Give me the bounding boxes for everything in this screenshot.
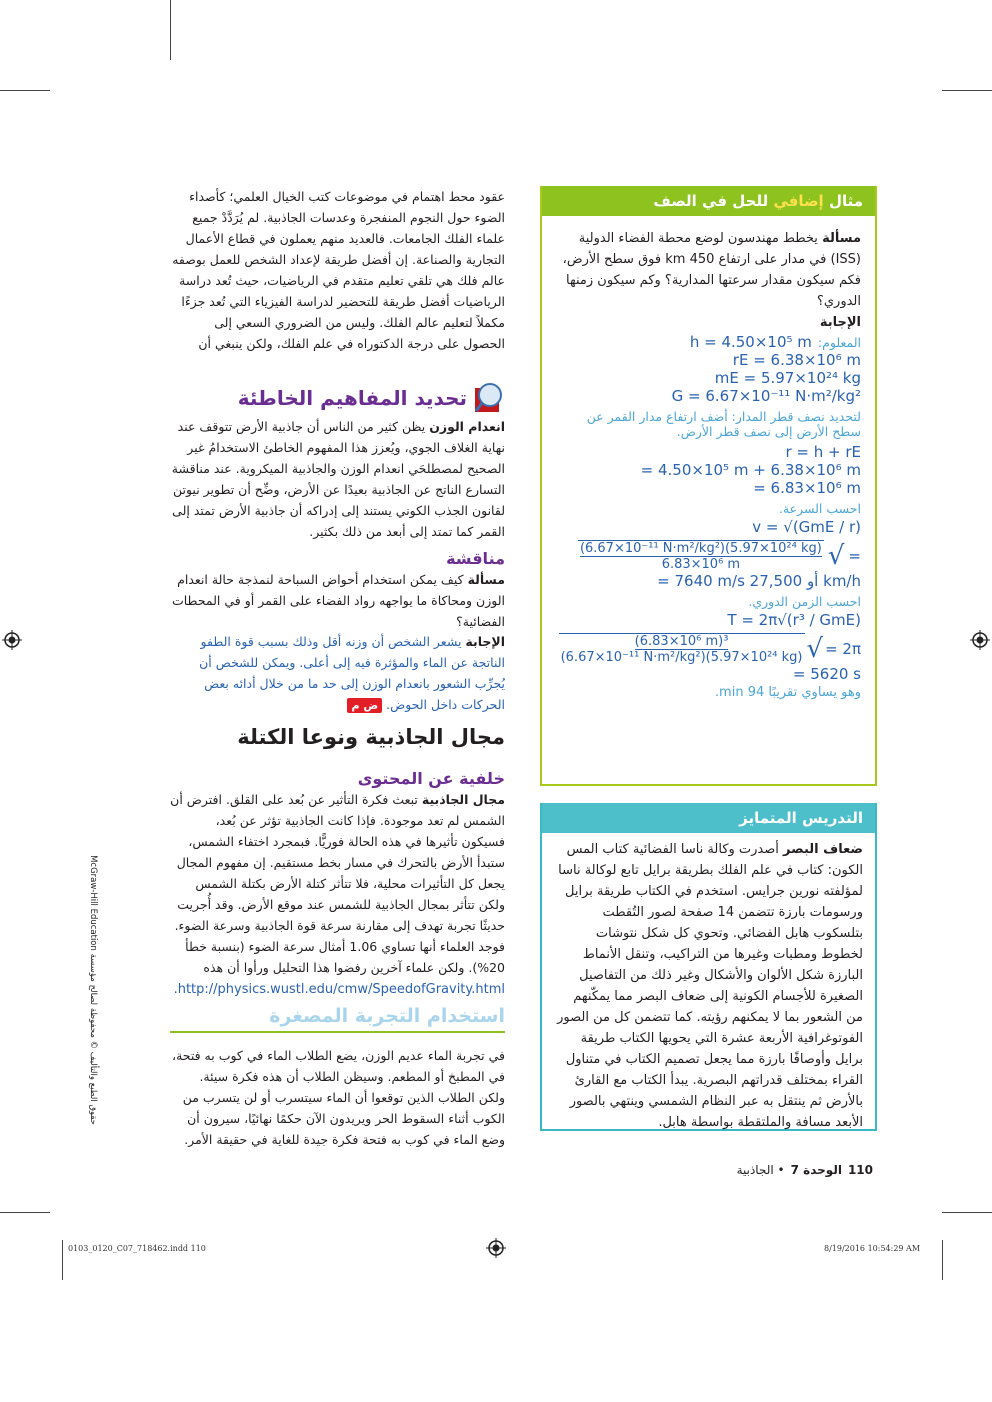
page-footer <box>600 1163 873 1177</box>
differentiated-header: التدريس المتمايز <box>542 803 875 833</box>
differentiated-box <box>540 803 877 1131</box>
example-header-b: إضافي <box>773 192 824 210</box>
experiment-paragraph: في تجربة الماء عديم الوزن، يضع الطلاب الماء في كوب به فتحة، في المطبخ أو المطعم. وسيظن الطلاب أن هذه فكرة سيئة. ولكن الطلاب الذين توقعوا أن الماء سيتسرب أو لن يتسرب من الكوب أثناء السقوط الحر ويريدون الآن حكمًا نهائيًا، سيرون أن وضع الماء في كوب به فتحة فكرة جيدة للغاية في حقيقة الأمر. <box>172 1048 505 1147</box>
differentiated-paragraph <box>542 833 875 1133</box>
eq-t2: $\frac{\text{(6.83×10⁶ m)³}}{\text{(6.67×10⁻¹¹ N·m²/kg²)(5.97×10²⁴ kg)}}$ √ = 2π <box>560 634 861 665</box>
weightless-text: يظن كثير من الناس أن جاذبية الأرض تتوقف عند نهاية الغلاف الجوي، ويُعزز هذا المفهوم الخاطئ الاستخدامُ غير الصحيح لمصطلحَي انعدام الوزن والجاذبية الميكروية. عند مناقشة التسارع الناتج عن الجاذبية بعيدًا عن الأرض، وضِّح أن تطوير نيوتن لقانون الجذب الكوني يستند إلى إدراكه أن جاذبية الأرض تمتد إلى القمر كما تمتد إلى أبعد من ذلك بكثير. <box>171 419 505 539</box>
registration-mark-icon <box>486 1238 506 1258</box>
slug-file: 0103_0120_C07_718462.indd 110 <box>68 1244 206 1253</box>
eq-t2-num: (6.83×10⁶ m)³ <box>634 634 729 649</box>
discussion-answer <box>170 631 505 715</box>
copyright-vertical: حقوق الطبع والتأليف © محفوظة لصالح مؤسسة McGraw-Hill Education <box>88 855 98 1125</box>
unit-label: الوحدة 7 <box>790 1163 842 1177</box>
background-title: خلفية عن المحتوى <box>357 769 505 788</box>
misconceptions-heading <box>170 382 505 414</box>
note-minutes: وهو يساوي تقريبًا 94 min. <box>714 685 861 700</box>
magnifier-icon <box>473 382 505 414</box>
eq-t2-den: (6.67×10⁻¹¹ N·m²/kg²)(5.97×10²⁴ kg) <box>560 650 803 665</box>
slug-date: 8/19/2016 10:54:29 AM <box>824 1244 921 1253</box>
problem-paragraph <box>556 228 861 312</box>
example-header-a: مثال <box>823 192 863 210</box>
example-box <box>540 186 877 786</box>
experiment-title: استخدام التجربة المصغرة <box>170 1006 505 1033</box>
differentiated-text: أصدرت وكالة ناسا الفضائية كتاب المس الكون: كتاب في علم الفلك بطريقة برايل تابع لوكالة ناسا لمؤلفته نورين جرايس. استخدم في الكتاب طريقة برايل ورسومات بارزة تتضمن 14 صفحة لصور التُقطت بتلسكوب هابل الفضائي. وتحوي كل شكل نتوشات لخطوط ومطبات وغيرها من التراكيب، وتنقل الأنماط البارزة شكل الألوان والأشكال وغير ذلك من التفاصيل الصغيرة للأجسام الكونية إلى ضعاف البصر مما يمكّنهم من الشعور بما لا يمكنهم رؤيته. كما تتضمن كل من الصور الفوتوغرافية الأربعة عشرة التي يحويها الكتاب طريقة برايل وأوصافًا بارزة مما يجعل تصميم الكتاب في متناول القراء بمختلف قدراتهم البصرية. يبدأ الكتاب مع القارئ بالأرض ثم ينتقل به عبر النظام الشمسي وينتهي بالصور الأبعد مسافة والملتقطة بواسطة هابل. <box>557 842 863 1130</box>
level-badge: ض م <box>347 698 382 713</box>
weightless-paragraph <box>170 416 505 542</box>
main-title: مجال الجاذبية ونوعا الكتلة <box>237 725 505 749</box>
left-column <box>170 186 505 1155</box>
gravity-url-link[interactable]: .http://physics.wustl.edu/cmw/SpeedofGravity.html <box>173 982 505 997</box>
eq-me: mE = 5.97×10²⁴ kg <box>714 369 861 387</box>
registration-mark-icon <box>2 630 22 650</box>
answer-text: يشعر الشخص أن وزنه أقل وذلك بسبب قوة الطفو الناتجة عن الماء والمؤثرة فيه إلى أعلى. ويمكن للشخص أن يُجرِّب الشعور بانعدام الوزن إلى حد ما من خلال أدائه بعض الحركات داخل الحوض. <box>199 634 505 712</box>
eq-v2: $\frac{\text{(6.67×10⁻¹¹ N·m²/kg²)(5.97×10²⁴ kg)}}{\text{6.83×10⁶ m}}$ √ = <box>579 541 861 572</box>
eq-v3: = 7640 m/s أو 27,500 km/h <box>657 572 861 590</box>
problem-label: مسألة <box>822 231 861 246</box>
differentiated-label: ضعاف البصر <box>783 842 863 857</box>
discussion-title: مناقشة <box>446 549 505 568</box>
example-header-c: للحل في الصف <box>653 192 774 210</box>
registration-mark-icon <box>970 630 990 650</box>
eq-r2: = 4.50×10⁵ m + 6.38×10⁶ m <box>640 461 861 479</box>
page-number: 110 <box>847 1163 873 1177</box>
eq-r1: r = h + rE <box>785 443 861 461</box>
eq-v1: v = √(GmE / r) <box>752 518 861 536</box>
question-label: مسألة <box>467 572 505 587</box>
note-speed: احسب السرعة. <box>778 501 861 516</box>
answer-heading: الإجابة <box>819 315 861 330</box>
question-text: كيف يمكن استخدام أحواض السباحة لنمذجة حالة انعدام الوزن ومحاكاة ما يواجهه رواد الفضاء على القمر أو في المحطات الفضائية؟ <box>171 572 505 629</box>
misconceptions-title: تحديد المفاهيم الخاطئة <box>237 385 467 410</box>
problem-text: يخطط مهندسون لوضع محطة الفضاء الدولية (ISS) في مدار على ارتفاع 450 km فوق سطح الأرض، فكم سيكون مقدار سرعتها المدارية؟ وكم سيكون زمنها الدوري؟ <box>562 231 861 309</box>
field-paragraph <box>170 789 505 979</box>
note-period: احسب الزمن الدوري. <box>748 594 861 609</box>
intro-paragraph: عقود محط اهتمام في موضوعات كتب الخيال العلمي؛ كأصداء الضوء حول النجوم المنفجرة وعدسات الجاذبية. لم يُرَدَّدْ جميع علماء الفلك الجامعات. فالعديد منهم يعملون في قطاع الأعمال التجارية والصناعة. إن أفضل طريقة لإعداد الشخص للعمل بوصفه عالم فلك هي تلقي تعليم متقدم في الرياضيات، حيث تُعد دراسة الرياضيات أفضل طريقة للتحضير لدراسة الفيزياء التي تُعد جزءًا مكملاً لتعليم عالم الفلك. وليس من الضروري السعي إلى الحصول على درجة الدكتوراه في علم الفلك، ولكن ينبغي أن <box>172 189 505 351</box>
eq-g: G = 6.67×10⁻¹¹ N·m²/kg² <box>671 387 861 405</box>
eq-r3: = 6.83×10⁶ m <box>753 479 861 497</box>
eq-t3: = 5620 s <box>792 665 861 683</box>
eq-v2-num: (6.67×10⁻¹¹ N·m²/kg²)(5.97×10²⁴ kg) <box>579 541 822 556</box>
eq-v2-den: 6.83×10⁶ m <box>661 557 741 572</box>
eq-t1: T = 2π√(r³ / GmE) <box>727 611 861 629</box>
weightless-label: انعدام الوزن <box>429 419 505 434</box>
field-text: تبعث فكرة التأثير عن بُعد على القلق. افترض أن الشمس لم تعد موجودة. فإذا كانت الجاذبية تؤثر عن بُعد، فسيكون تأثيرها في هذه الحالة فوريًّا. فبمجرد اختفاء الشمس، ستبدأ الأرض بالتحرك في مسار بخط مستقيم. إن مفهوم المجال يجعل كل التأثيرات محلية، فلا تتأثر كتلة الأرض بكتلة الشمس ولكن تتأثر بمجال الجاذبية للشمس عند موقع الأرض. وقد أُجريت حديثًا تجربة تهدف إلى مقارنة سرعة قوة الجاذبية وسرعة الضوء. فوجد العلماء أنها تساوي 1.06 أمثال سرعة الضوء (بنسبة خطأ 20%). ولكن علماء آخرين رفضوا هذا التحليل ورأوا أن هذه <box>170 792 505 975</box>
answer-label: الإجابة <box>465 634 505 649</box>
discussion-question <box>170 569 505 631</box>
eq-h: h = 4.50×10⁵ m <box>689 333 812 351</box>
example-header <box>542 186 875 216</box>
note-radius: لتحديد نصف قطر المدار: أضف ارتفاع مدار القمر عن سطح الأرض إلى نصف قطر الأرض. <box>586 409 861 439</box>
topic-label: • الجاذبية <box>736 1163 785 1177</box>
field-label: مجال الجاذبية <box>421 792 505 807</box>
eq-re: rE = 6.38×10⁶ m <box>732 351 861 369</box>
known-label: المعلوم: <box>817 335 861 350</box>
